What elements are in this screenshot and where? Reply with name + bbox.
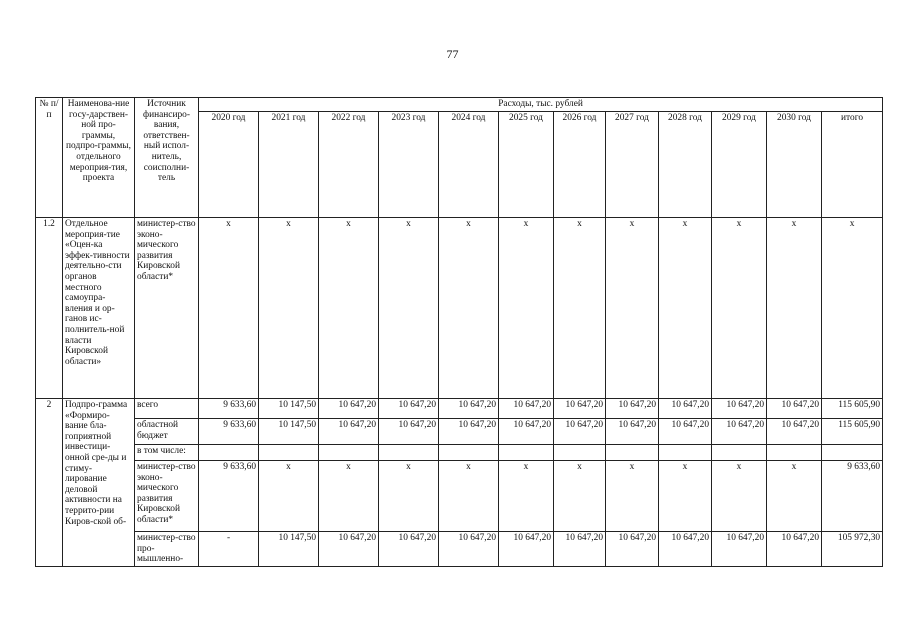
value-cell: 10 147,50 (259, 532, 319, 567)
value-cell: 10 147,50 (259, 419, 319, 445)
value-cell: 10 647,20 (606, 532, 659, 567)
value-cell (712, 445, 767, 461)
row-name: Подпро-грамма «Формиро-вание бла-гоприятной инвестици-онной сре-ды и стиму-лирование деловой активности на террито-рии Киров-ской об- (63, 399, 135, 567)
value-cell: 10 647,20 (319, 419, 379, 445)
value-cell: x (499, 218, 554, 399)
row-source: в том числе: (135, 445, 199, 461)
total-cell: 115 605,90 (822, 419, 883, 445)
value-cell (499, 445, 554, 461)
value-cell: 10 647,20 (712, 399, 767, 419)
value-cell: x (659, 218, 712, 399)
value-cell: 10 647,20 (606, 419, 659, 445)
total-cell: 105 972,30 (822, 532, 883, 567)
value-cell: x (319, 218, 379, 399)
header-year: 2020 год (199, 112, 259, 218)
page-number: 77 (446, 47, 459, 61)
header-expenses: Расходы, тыс. рублей (199, 98, 883, 112)
row-source: областной бюджет (135, 419, 199, 445)
total-cell (822, 445, 883, 461)
value-cell: 10 647,20 (659, 419, 712, 445)
value-cell: x (554, 218, 606, 399)
row-source: министер-ство эконо-мического развития Кировской области* (135, 218, 199, 399)
table-row (36, 399, 883, 419)
header-name: Наименова-ние госу-дарствен-ной про-граммы, подпро-граммы, отдельного мероприя-тия, проекта (63, 98, 135, 218)
header-year: 2021 год (259, 112, 319, 218)
value-cell (199, 445, 259, 461)
table-header-row (36, 98, 883, 112)
value-cell: x (606, 218, 659, 399)
value-cell: x (767, 218, 822, 399)
table-row (36, 461, 883, 532)
row-name: Отдельное мероприя-тие «Оцен-ка эффек-тивности деятельно-сти органов местного самоупра-вления и ор-ганов ис-полнитель-ной власти Кировской области» (63, 218, 135, 399)
value-cell: x (379, 461, 439, 532)
total-cell: 115 605,90 (822, 399, 883, 419)
value-cell: 10 647,20 (319, 399, 379, 419)
value-cell: 10 147,50 (259, 399, 319, 419)
value-cell: x (439, 218, 499, 399)
value-cell: 10 647,20 (439, 399, 499, 419)
value-cell: x (319, 461, 379, 532)
header-year: 2025 год (499, 112, 554, 218)
row-num: 2 (36, 399, 63, 567)
header-year: 2026 год (554, 112, 606, 218)
value-cell: 10 647,20 (319, 532, 379, 567)
header-year: 2024 год (439, 112, 499, 218)
value-cell (554, 445, 606, 461)
header-year: 2029 год (712, 112, 767, 218)
header-source: Источник финансиро-вания, ответствен-ный испол-нитель, соисполни-тель (135, 98, 199, 218)
value-cell: 10 647,20 (767, 419, 822, 445)
header-num: № п/п (36, 98, 63, 218)
value-cell: x (259, 218, 319, 399)
value-cell: 10 647,20 (554, 419, 606, 445)
row-num: 1.2 (36, 218, 63, 399)
value-cell: x (659, 461, 712, 532)
value-cell: 10 647,20 (712, 419, 767, 445)
value-cell: x (199, 218, 259, 399)
value-cell: x (712, 218, 767, 399)
value-cell (659, 445, 712, 461)
value-cell: 10 647,20 (379, 419, 439, 445)
value-cell: 10 647,20 (659, 532, 712, 567)
value-cell: 10 647,20 (554, 532, 606, 567)
value-cell: x (379, 218, 439, 399)
value-cell: 9 633,60 (199, 399, 259, 419)
value-cell: x (606, 461, 659, 532)
value-cell: 10 647,20 (554, 399, 606, 419)
value-cell (379, 445, 439, 461)
table-row (36, 419, 883, 445)
value-cell: 10 647,20 (499, 399, 554, 419)
value-cell: x (767, 461, 822, 532)
value-cell: 10 647,20 (499, 419, 554, 445)
value-cell: 10 647,20 (499, 532, 554, 567)
header-year: 2028 год (659, 112, 712, 218)
value-cell: 10 647,20 (439, 532, 499, 567)
value-cell (767, 445, 822, 461)
value-cell (319, 445, 379, 461)
value-cell: 10 647,20 (379, 532, 439, 567)
value-cell: 9 633,60 (199, 419, 259, 445)
value-cell: 10 647,20 (767, 532, 822, 567)
header-year: 2030 год (767, 112, 822, 218)
row-source: министер-ство про-мышленно- (135, 532, 199, 567)
expenses-table (35, 97, 883, 567)
value-cell: x (499, 461, 554, 532)
table-row (36, 532, 883, 567)
header-year: 2027 год (606, 112, 659, 218)
table-row (36, 445, 883, 461)
table-row (36, 218, 883, 399)
header-total: итого (822, 112, 883, 218)
value-cell: 10 647,20 (659, 399, 712, 419)
total-cell: 9 633,60 (822, 461, 883, 532)
value-cell (606, 445, 659, 461)
header-year: 2022 год (319, 112, 379, 218)
total-cell: x (822, 218, 883, 399)
row-source: министер-ство эконо-мического развития Кировской области* (135, 461, 199, 532)
value-cell: 10 647,20 (606, 399, 659, 419)
value-cell: 10 647,20 (712, 532, 767, 567)
value-cell (259, 445, 319, 461)
value-cell: x (439, 461, 499, 532)
value-cell: x (259, 461, 319, 532)
value-cell: 10 647,20 (439, 419, 499, 445)
value-cell: x (712, 461, 767, 532)
value-cell (439, 445, 499, 461)
row-source: всего (135, 399, 199, 419)
header-year: 2023 год (379, 112, 439, 218)
value-cell: x (554, 461, 606, 532)
value-cell: 9 633,60 (199, 461, 259, 532)
value-cell: 10 647,20 (767, 399, 822, 419)
value-cell: - (199, 532, 259, 567)
value-cell: 10 647,20 (379, 399, 439, 419)
